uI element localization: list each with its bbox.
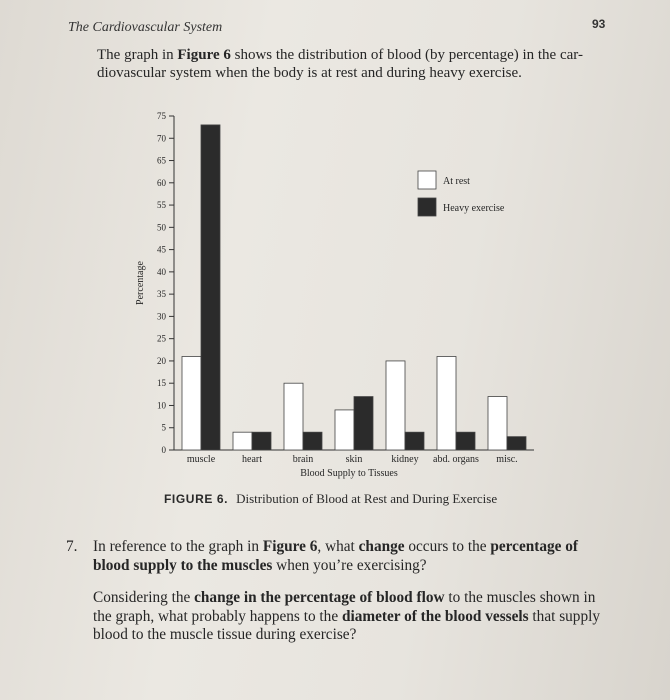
x-tick-label: misc. [496, 454, 518, 465]
y-axis-label: Percentage [135, 261, 146, 305]
bar-heart-exercise [252, 432, 271, 450]
y-tick-label: 50 [157, 222, 166, 233]
legend-swatch [418, 198, 436, 216]
bar-abd-organs-rest [437, 356, 456, 450]
y-tick-label: 0 [161, 445, 166, 455]
bar-abd-organs-exercise [456, 432, 475, 450]
legend-label: Heavy exercise [443, 203, 505, 214]
question-part-1 [93, 538, 616, 575]
bar-misc-rest [488, 397, 507, 450]
bar-skin-rest [335, 410, 354, 450]
bar-muscle-rest [182, 356, 201, 450]
question-text-run: when you’re exercising? [272, 556, 427, 574]
y-tick-label: 25 [157, 333, 166, 344]
y-tick-label: 5 [161, 422, 166, 433]
question-text-run: change [358, 538, 405, 555]
y-tick-label: 60 [157, 177, 166, 188]
intro-text-2: shows the distribution of blood (by percentage) in the car-diovascular system when the body is at rest and during heavy exercise. [97, 47, 583, 81]
figure-caption-text: Distribution of Blood at Rest and During Exercise [236, 491, 498, 506]
y-tick-label: 10 [157, 400, 166, 411]
y-tick-label: 20 [157, 355, 166, 366]
x-tick-label: skin [345, 454, 363, 465]
y-tick-label: 55 [157, 200, 166, 211]
question-7 [66, 538, 616, 659]
question-text-run: that supply blood to the muscle tissue during exercise? [93, 607, 600, 643]
bar-brain-exercise [303, 432, 322, 450]
question-body [93, 538, 616, 645]
bar-heart-rest [233, 432, 252, 450]
bar-misc-exercise [507, 437, 526, 450]
figure-caption [164, 491, 497, 507]
y-tick-label: 15 [157, 378, 166, 389]
y-tick-label: 75 [157, 111, 166, 121]
question-text-run: , what [317, 538, 359, 555]
question-text-run: occurs to the [404, 538, 491, 555]
y-tick-label: 30 [157, 311, 166, 322]
question-text-run: Figure 6 [262, 538, 318, 555]
y-tick-label: 70 [157, 133, 166, 144]
question-text-run: change in the percentage of blood flow [194, 589, 445, 606]
y-tick-label: 35 [157, 289, 166, 300]
running-head: The Cardiovascular System [68, 20, 223, 35]
bar-brain-rest [284, 383, 303, 450]
figure-label: FIGURE 6. [164, 492, 229, 506]
question-number: 7. [66, 538, 78, 555]
question-text-run: In reference to the graph in [93, 538, 263, 555]
intro-text-1: The graph in [97, 47, 178, 63]
bar-muscle-exercise [201, 125, 220, 450]
y-tick-label: 40 [157, 266, 166, 277]
x-tick-label: brain [292, 454, 314, 465]
page-number: 93 [592, 17, 606, 31]
question-text-run: diameter of the blood vessels [341, 607, 529, 625]
x-tick-label: muscle [186, 454, 216, 465]
x-tick-label: heart [242, 454, 262, 465]
bar-skin-exercise [354, 397, 373, 450]
question-text-run: to the muscles shown in the graph, what probably happens to the [93, 589, 596, 625]
bar-kidney-exercise [405, 432, 424, 450]
x-axis-label: Blood Supply to Tissues [300, 468, 398, 479]
y-tick-label: 65 [157, 155, 166, 166]
intro-figure-ref: Figure 6 [177, 47, 231, 63]
legend-label: At rest [443, 176, 470, 187]
bar-kidney-rest [386, 361, 405, 450]
x-tick-label: kidney [391, 454, 419, 465]
question-text-run: percentage of blood supply to the muscles [93, 538, 579, 574]
question-text-run: Considering the [93, 589, 195, 606]
x-tick-label: abd. organs [433, 454, 479, 465]
question-part-2 [93, 589, 616, 645]
legend-swatch [418, 171, 436, 189]
y-tick-label: 45 [157, 244, 166, 255]
